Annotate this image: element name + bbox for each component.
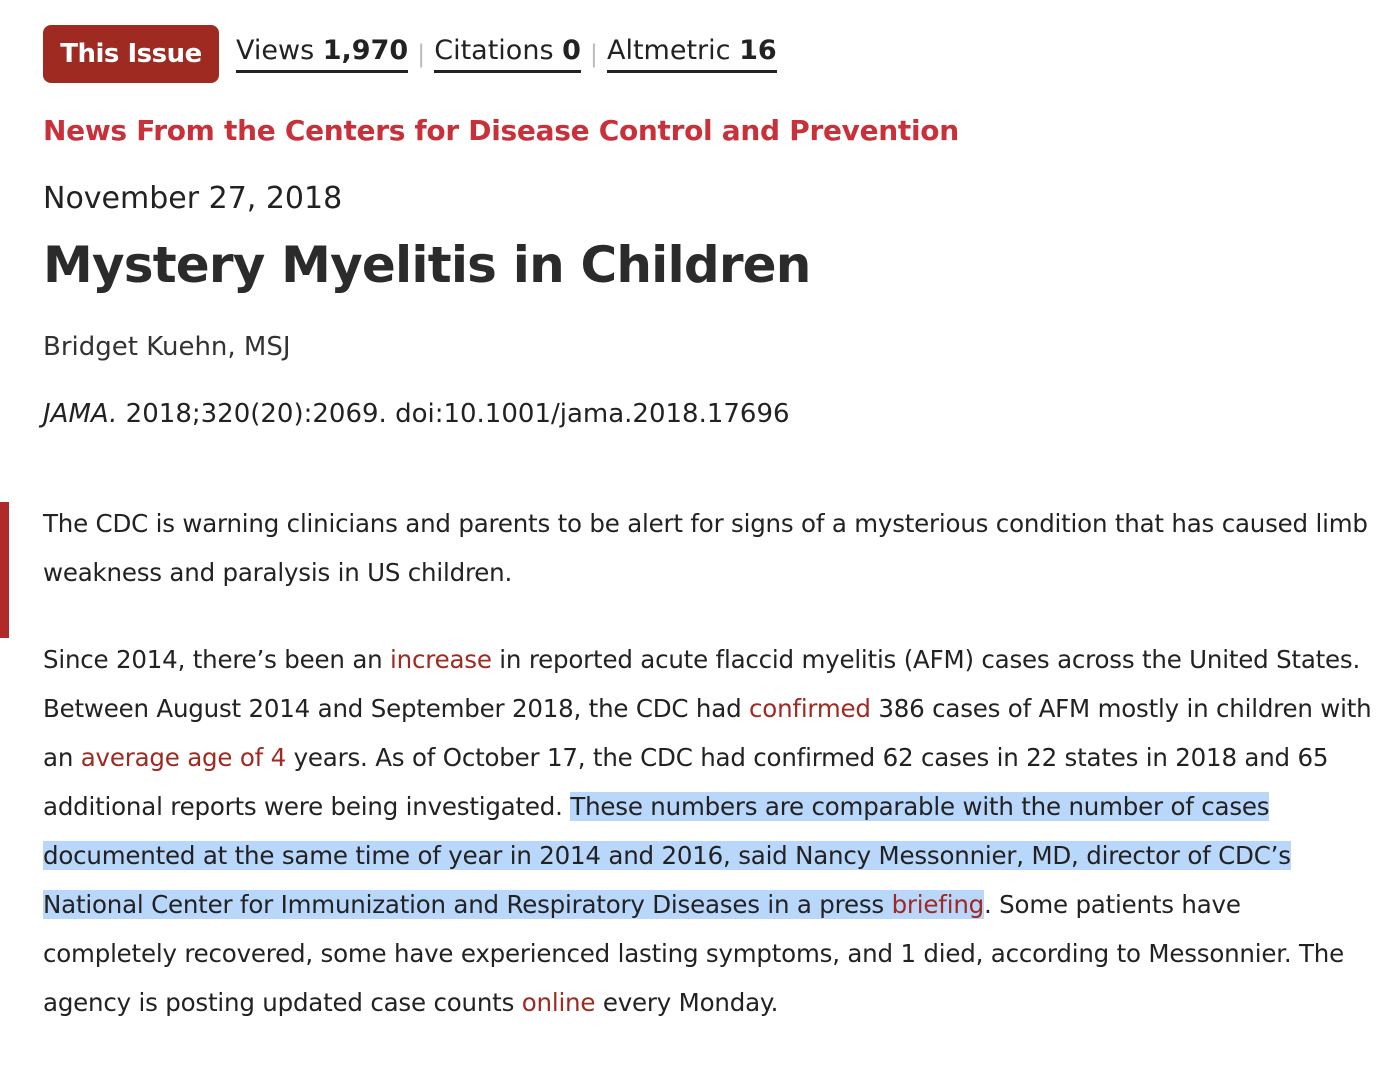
- highlighted-text: These numbers are comparable with the number of cases documented at the same time of year in 2014 and 2016, said Nancy Messonnier, MD, director of CDC’s National Center for Immunization and Respiratory Diseases in a press: [43, 792, 1291, 919]
- body-text: . Some patients have completely recovered, some have experienced lasting symptoms, and 1 died, according to Messonnier. The agency is posting updated case counts: [43, 890, 1345, 1017]
- lead-paragraph: The CDC is warning clinicians and parents to be alert for signs of a mysterious condition that has caused limb weakness and paralysis in US children.: [43, 509, 1368, 587]
- metric-separator: |: [589, 40, 598, 68]
- increase-link[interactable]: increase: [390, 645, 492, 674]
- article-metrics-bar: [43, 25, 777, 83]
- views-metric[interactable]: [236, 35, 408, 73]
- body-text: years. As of October 17, the CDC had confirmed 62 cases in 22 states in 2018 and 65 additional reports were being investigated.: [43, 743, 1329, 821]
- body-text: Since 2014, there’s been an: [43, 645, 391, 674]
- citations-label: Citations: [434, 35, 554, 66]
- article-title: Mystery Myelitis in Children: [43, 236, 811, 294]
- article-citation: [43, 399, 790, 429]
- views-count: 1,970: [322, 35, 409, 66]
- metric-separator: |: [417, 40, 426, 68]
- body-text: every Monday.: [595, 988, 779, 1017]
- altmetric-metric[interactable]: [607, 35, 777, 73]
- briefing-link[interactable]: briefing: [891, 890, 984, 919]
- altmetric-label: Altmetric: [607, 35, 731, 66]
- citation-details: 2018;320(20):2069. doi:10.1001/jama.2018.17696: [117, 399, 790, 429]
- body-text: in reported acute flaccid myelitis (AFM) cases across the United States. Between August 2014 and September 2018, the CDC had: [43, 645, 1361, 723]
- publication-date: November 27, 2018: [43, 181, 343, 216]
- online-link[interactable]: online: [521, 988, 596, 1017]
- citations-count: 0: [562, 35, 581, 66]
- lead-paragraph-accent-bar: [0, 502, 9, 638]
- body-text: 386 cases of AFM mostly in children with an: [43, 694, 1372, 772]
- average-age-link[interactable]: average age of 4: [80, 743, 287, 772]
- confirmed-link[interactable]: confirmed: [749, 694, 871, 723]
- body-paragraph: [43, 635, 1373, 1027]
- citations-metric[interactable]: [434, 35, 581, 73]
- this-issue-button[interactable]: This Issue: [43, 25, 219, 83]
- views-label: Views: [236, 35, 315, 66]
- altmetric-score: 16: [739, 35, 777, 66]
- article-author[interactable]: Bridget Kuehn, MSJ: [43, 332, 291, 362]
- article-category[interactable]: News From the Centers for Disease Control and Prevention: [43, 114, 959, 147]
- journal-name: JAMA.: [43, 399, 118, 429]
